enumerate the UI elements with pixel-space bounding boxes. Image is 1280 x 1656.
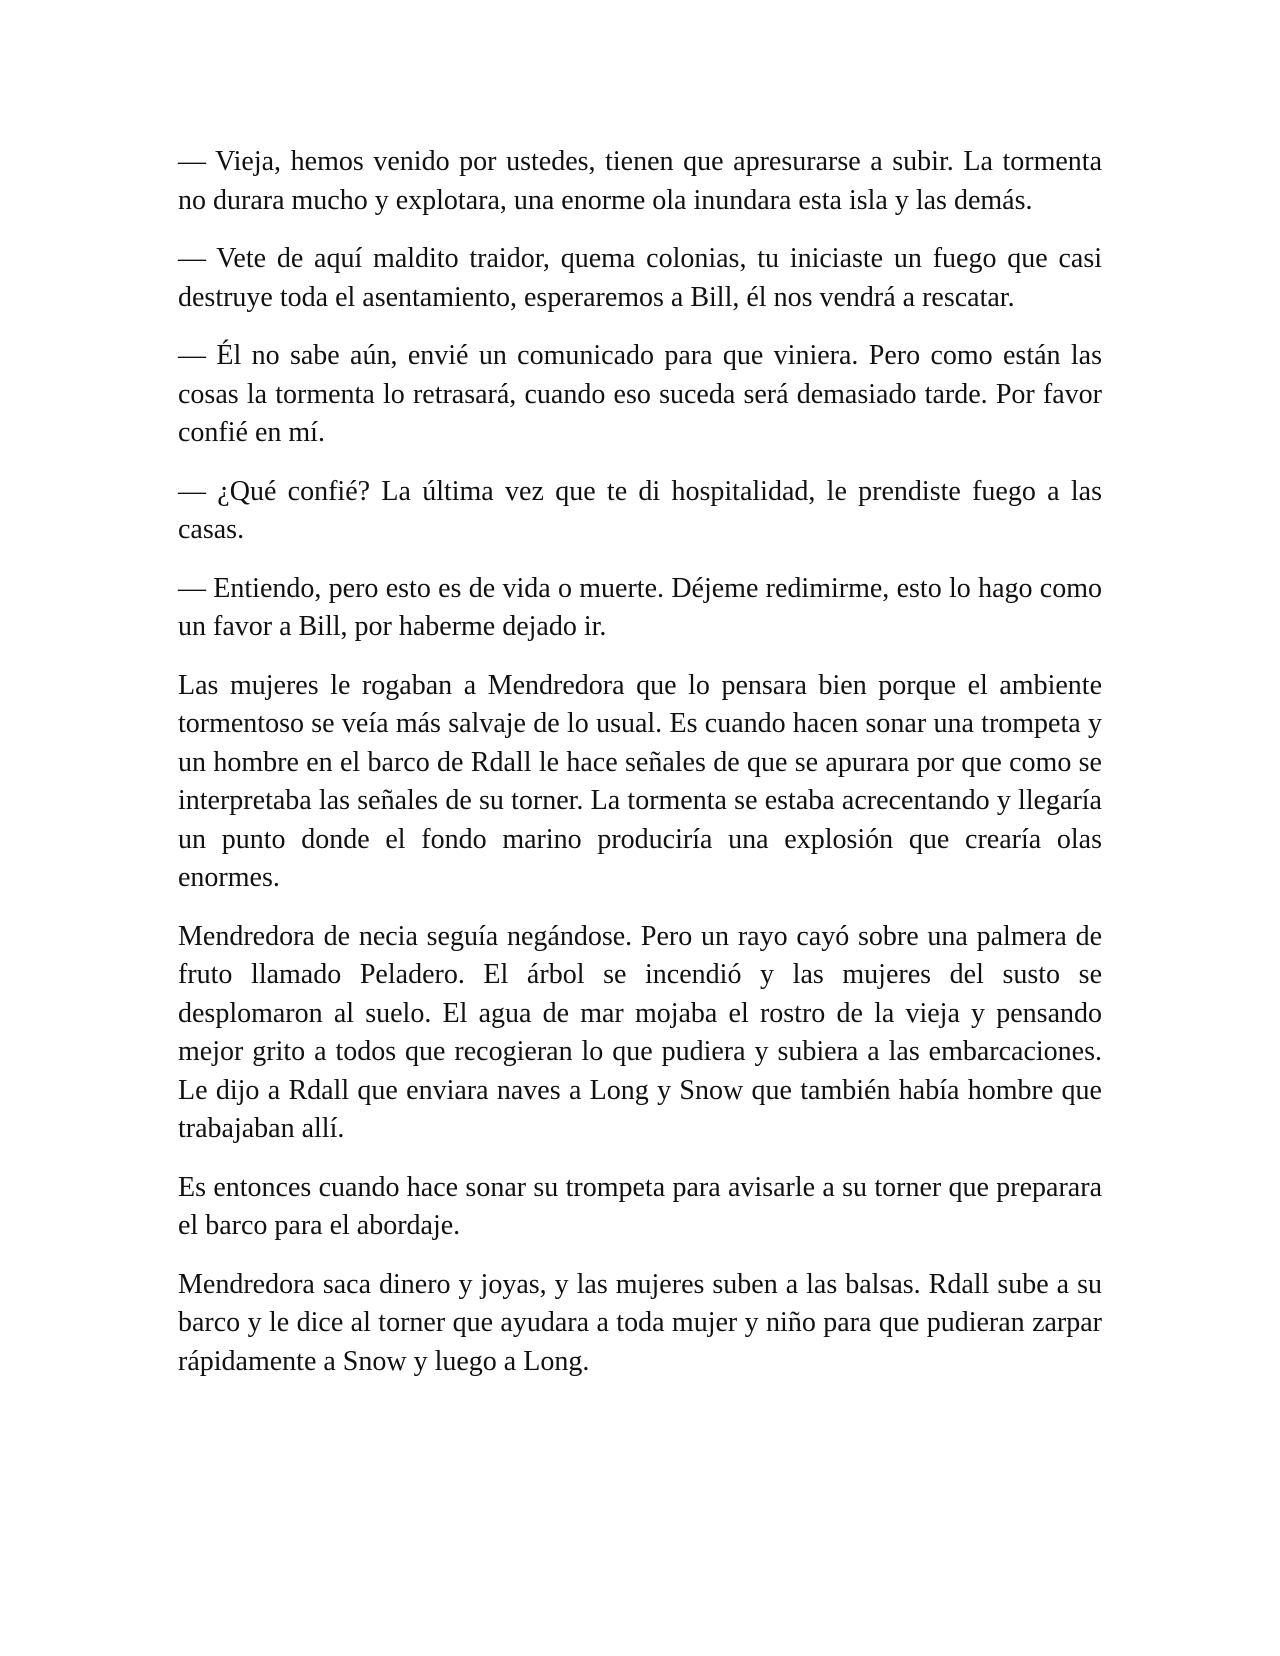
narrative-paragraph: Mendredora de necia seguía negándose. Pero un rayo cayó sobre una palmera de fruto llamado Peladero. El árbol se incendió y las mujeres del susto se desplomaron al suelo. El agua de mar mojaba el rostro de la vieja y pensando mejor grito a todos que recogieran lo que pudiera y subiera a las embarcaciones. Le dijo a Rdall que enviara naves a Long y Snow que también había hombre que trabajaban allí. xyxy=(178,920,1102,1144)
dialogue-paragraph: — Vete de aquí maldito traidor, quema colonias, tu iniciaste un fuego que casi destruye toda el asentamiento, esperaremos a Bill, él nos vendrá a rescatar. xyxy=(178,243,1102,313)
dialogue-paragraph: — Entiendo, pero esto es de vida o muerte. Déjeme redimirme, esto lo hago como un favor a Bill, por haberme dejado ir. xyxy=(178,572,1102,642)
dialogue-paragraph: — Él no sabe aún, envié un comunicado para que viniera. Pero como están las cosas la tormenta lo retrasará, cuando eso suceda será demasiado tarde. Por favor confié en mí. xyxy=(178,340,1102,448)
dialogue-paragraph: — ¿Qué confié? La última vez que te di hospitalidad, le prendiste fuego a las casas. xyxy=(178,475,1102,545)
narrative-paragraph: Mendredora saca dinero y joyas, y las mujeres suben a las balsas. Rdall sube a su barco y le dice al torner que ayudara a toda mujer y niño para que pudieran zarpar rápidamente a Snow y luego a Long. xyxy=(178,1268,1102,1377)
narrative-paragraph: Las mujeres le rogaban a Mendredora que lo pensara bien porque el ambiente tormentoso se veía más salvaje de lo usual. Es cuando hacen sonar una trompeta y un hombre en el barco de Rdall le hace señales de que se apurara por que como se interpretaba las señales de su torner. La tormenta se estaba acrecentando y llegaría un punto donde el fondo marino produciría una explosión que crearía olas enormes. xyxy=(178,669,1102,893)
dialogue-paragraph: — Vieja, hemos venido por ustedes, tienen que apresurarse a subir. La tormenta no durara mucho y explotara, una enorme ola inundara esta isla y las demás. xyxy=(178,146,1102,216)
narrative-paragraph: Es entonces cuando hace sonar su trompeta para avisarle a su torner que preparara el barco para el abordaje. xyxy=(178,1171,1102,1241)
document-page xyxy=(178,143,1102,1401)
